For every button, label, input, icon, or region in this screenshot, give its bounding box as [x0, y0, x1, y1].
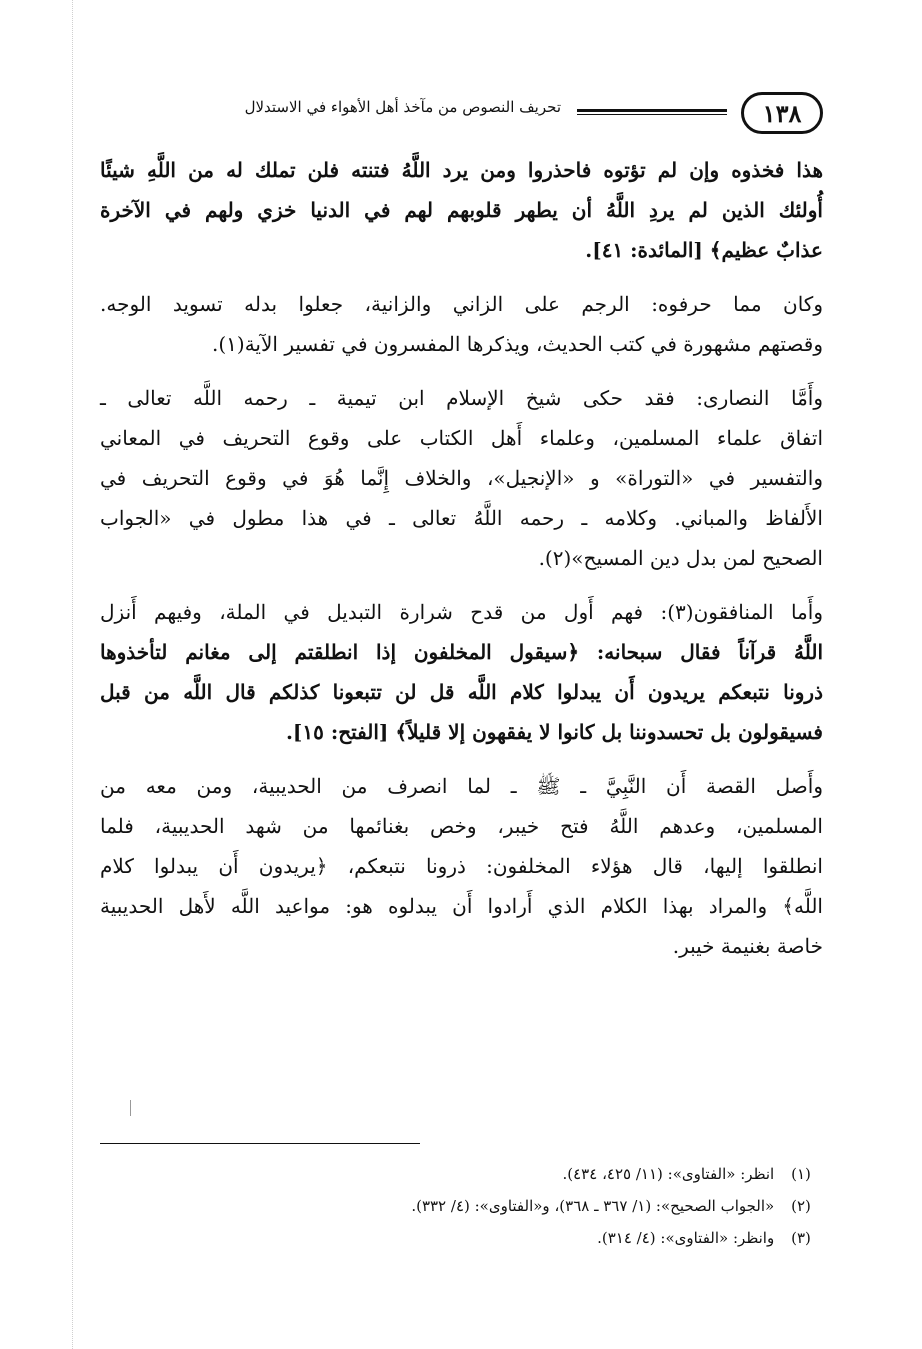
text-line: والتفسير في «التوراة» و «الإنجيل»، والخلاف إِنَّما هُوَ في وقوع التحريف في	[100, 466, 823, 490]
text-line: ذرونا نتبعكم يريدون أَن يبدلوا كلام اللَّه قل لن تتبعونا كذلكم قال اللَّه من قبل	[100, 680, 823, 704]
footnote-text: انظر: «الفتاوى»: (١١/ ٤٢٥، ٤٣٤).	[562, 1165, 775, 1183]
paragraph	[100, 592, 823, 752]
page-header	[100, 92, 823, 136]
footnote-text: وانظر: «الفتاوى»: (٤/ ٣١٤).	[597, 1229, 775, 1247]
text-line: المسلمين، وعدهم اللَّهُ فتح خيبر، وخص بغنائمها من شهد الحديبية، فلما	[100, 814, 823, 838]
footnote-text: «الجواب الصحيح»: (١/ ٣٦٧ ـ ٣٦٨)، و«الفتاوى»: (٤/ ٣٣٢).	[411, 1197, 775, 1215]
footnote	[100, 1222, 823, 1254]
text-line: وقصتهم مشهورة في كتب الحديث، ويذكرها المفسرون في تفسير الآية(١).	[211, 332, 823, 356]
text-line: اتفاق علماء المسلمين، وعلماء أَهل الكتاب على وقوع التحريف في المعاني	[100, 426, 823, 450]
main-text	[100, 150, 823, 966]
text-line: وأَصل القصة أَن النَّبِيَّ ـ ﷺ ـ لما انصرف من الحديبية، ومن معه من	[100, 774, 823, 798]
footnote	[100, 1158, 823, 1190]
footnote-number: (٢)	[791, 1197, 811, 1215]
footnote	[100, 1190, 823, 1222]
text-line: هذا فخذوه وإن لم تؤتوه فاحذروا ومن يرد اللَّهُ فتنته فلن تملك له من اللَّهِ شيئًا	[100, 158, 823, 182]
text-line: الصحيح لمن بدل دين المسيح»(٢).	[538, 546, 823, 570]
header-rule	[577, 109, 727, 115]
footnote-separator	[100, 1143, 420, 1144]
scan-mark	[130, 1100, 131, 1116]
paragraph	[100, 150, 823, 270]
paragraph	[100, 766, 823, 966]
text-line: انطلقوا إليها، قال هؤلاء المخلفون: ذرونا نتبعكم، ﴿يريدون أَن يبدلوا كلام	[100, 854, 823, 878]
footnote-number: (٣)	[791, 1229, 811, 1247]
text-line: الأَلفاظ والمباني. وكلامه ـ رحمه اللَّهُ تعالى ـ في هذا مطول في «الجواب	[100, 506, 823, 530]
text-line: أُولئك الذين لم يردِ اللَّهُ أن يطهر قلوبهم لهم في الدنيا خزي ولهم في الآخرة	[100, 198, 823, 222]
scan-edge-dots	[72, 0, 73, 1349]
text-line: عذابٌ عظيم﴾ [المائدة: ٤١].	[585, 238, 823, 262]
page-number-badge	[741, 92, 823, 134]
text-line: وأَما المنافقون(٣): فهم أَول من قدح شرارة التبديل في الملة، وفيهم أَنزل	[100, 600, 823, 624]
text-line: خاصة بغنيمة خيبر.	[672, 934, 823, 958]
paragraph	[100, 378, 823, 578]
footnotes	[100, 1158, 823, 1254]
text-line: وكان مما حرفوه: الرجم على الزاني والزانية، جعلوا بدله تسويد الوجه.	[100, 292, 823, 316]
text-line: وأَمَّا النصارى: فقد حكى شيخ الإسلام ابن تيمية ـ رحمه اللَّه تعالى ـ	[100, 386, 823, 410]
text-line: اللَّهُ قرآناً فقال سبحانه: ﴿سيقول المخلفون إذا انطلقتم إلى مغانم لتأخذوها	[100, 640, 823, 664]
text-line: فسيقولون بل تحسدوننا بل كانوا لا يفقهون إلا قليلاً﴾ [الفتح: ١٥].	[285, 720, 823, 744]
text-line: اللَّه﴾ والمراد بهذا الكلام الذي أَرادوا أَن يبدلوه هو: مواعيد اللَّه لأَهل الحديبية	[100, 894, 823, 918]
page-number: ١٣٨	[762, 98, 802, 128]
running-title: تحريف النصوص من مآخذ أهل الأهواء في الاستدلال	[244, 98, 561, 116]
footnote-number: (١)	[791, 1165, 811, 1183]
paragraph	[100, 284, 823, 364]
